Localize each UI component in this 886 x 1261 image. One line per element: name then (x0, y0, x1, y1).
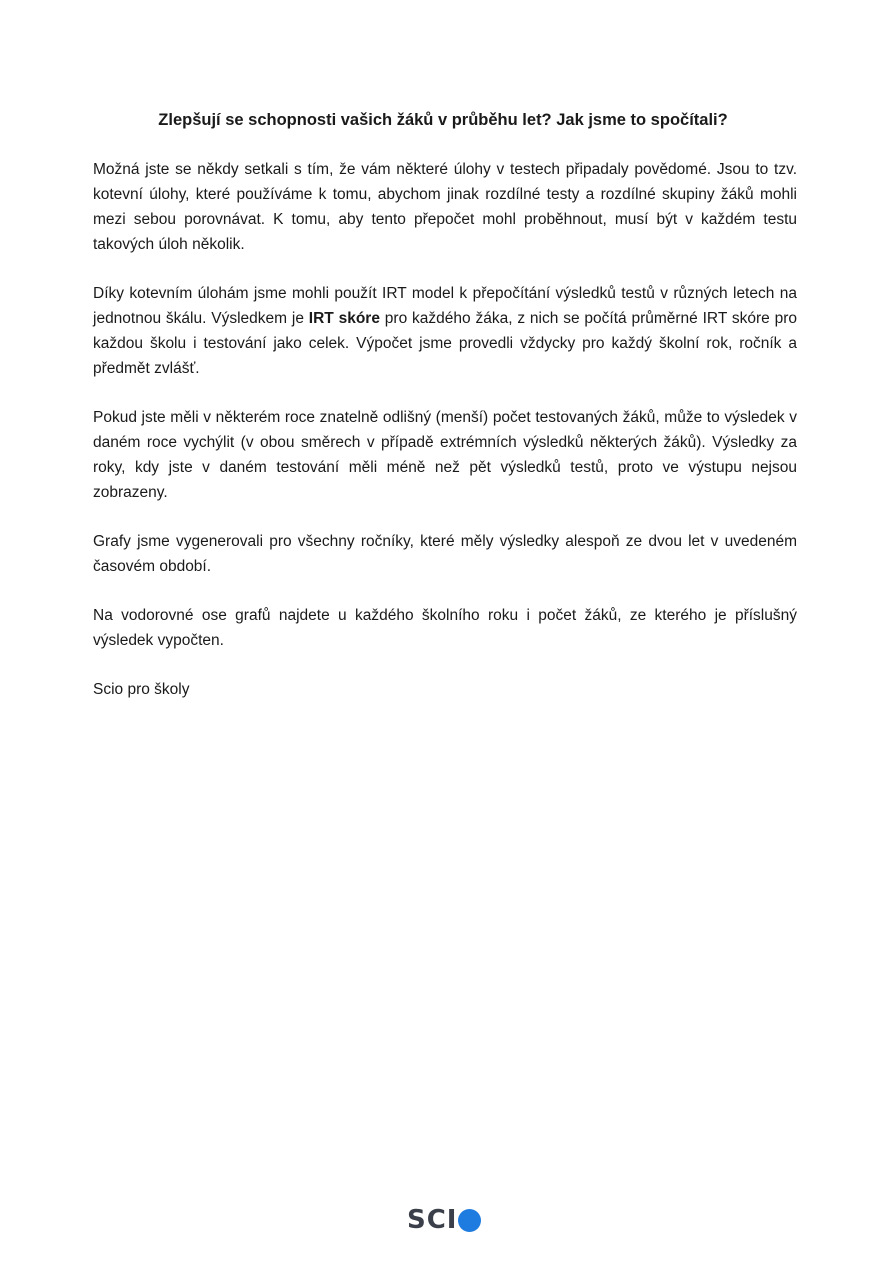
paragraph-irt-model (93, 281, 797, 381)
paragraph-student-count: Pokud jste měli v některém roce znatelně odlišný (menší) počet testovaných žáků, může to výsledek v daném roce vychýlit (v obou směrech v případě extrémních výsledků některých žáků). Výsledky za roky, kdy jste v daném testování měli méně než pět výsledků testů, proto ve výstupu nejsou zobrazeny. (93, 409, 797, 501)
page-title: Zlepšují se schopnosti vašich žáků v průběhu let? Jak jsme to spočítali? (158, 111, 728, 129)
scio-logo-text: SCI (407, 1205, 458, 1235)
paragraph-horizontal-axis: Na vodorovné ose grafů najdete u každého školního roku i počet žáků, ze kterého je příslušný výsledek vypočten. (93, 607, 797, 649)
paragraph-irt-text-start: Díky kotevním úlohám jsme mohli použít IRT model k přepočítání výsledků testů v různých letech na jednotnou škálu. Výsledkem je (93, 285, 797, 327)
paragraph-irt-text-end: pro každého žáka, z nich se počítá průměrné IRT skóre pro každou školu i testování jako celek. Výpočet jsme provedli vždycky pro každý školní rok, ročník a předmět zvlášť. (93, 310, 798, 377)
paragraph-anchor-items: Možná jste se někdy setkali s tím, že vám některé úlohy v testech připadaly povědomé. Jsou to tzv. kotevní úlohy, které používáme k tomu, abychom jinak rozdílné testy a rozdílné skupiny žáků mohli mezi sebou porovnávat. K tomu, aby tento přepočet mohl proběhnout, musí být v každém testu takových úloh několik. (93, 161, 797, 253)
scio-logo (407, 1205, 481, 1235)
irt-score-term: IRT skóre (308, 310, 380, 327)
scio-logo-dot-icon (458, 1209, 481, 1232)
document-body (93, 157, 797, 726)
signature: Scio pro školy (93, 681, 190, 698)
paragraph-charts-generated: Grafy jsme vygenerovali pro všechny ročníky, které měly výsledky alespoň ze dvou let v uvedeném časovém období. (93, 533, 797, 575)
